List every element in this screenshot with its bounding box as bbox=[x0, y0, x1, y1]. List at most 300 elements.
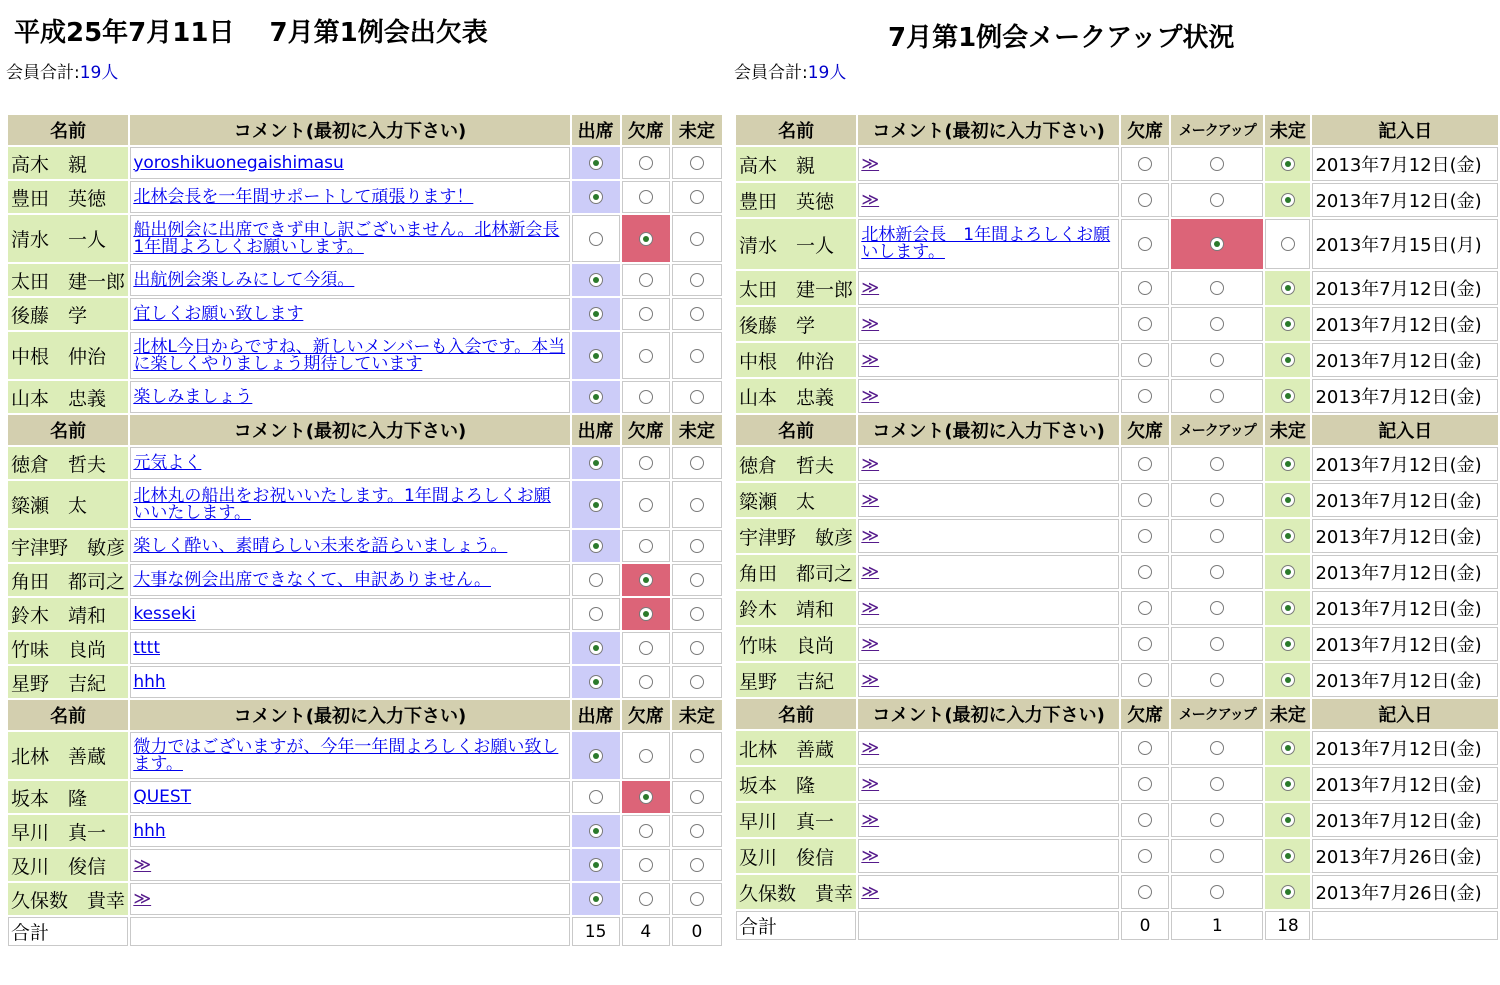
undecided-cell bbox=[1265, 379, 1310, 413]
table-row bbox=[736, 839, 1498, 873]
member-name: 豊田 英徳 bbox=[8, 181, 128, 213]
header-absent: 欠席 bbox=[622, 415, 670, 445]
attend-radio[interactable] bbox=[589, 675, 603, 689]
table-row bbox=[8, 732, 722, 779]
absent-radio[interactable] bbox=[1138, 813, 1152, 827]
comment-link[interactable]: 出航例会楽しみにして今須。 bbox=[133, 269, 355, 290]
table-row bbox=[736, 379, 1498, 413]
attend-radio[interactable] bbox=[589, 790, 603, 804]
absent-radio[interactable] bbox=[639, 456, 653, 470]
table-row bbox=[8, 215, 722, 262]
comment-link[interactable]: tttt bbox=[133, 637, 160, 658]
absent-radio[interactable] bbox=[639, 539, 653, 553]
comment-cell bbox=[130, 849, 569, 881]
absent-cell bbox=[1121, 183, 1169, 217]
comment-link[interactable]: 北林L今日からですね、新しいメンバーも入会です。本当に楽しくやりましょう期待しています bbox=[133, 336, 566, 374]
absent-cell bbox=[622, 632, 670, 664]
absent-radio[interactable] bbox=[1138, 281, 1152, 295]
header-absent: 欠席 bbox=[1121, 415, 1169, 445]
absent-radio[interactable] bbox=[639, 349, 653, 363]
comment-cell bbox=[130, 781, 569, 813]
member-name: 太田 建一郎 bbox=[8, 264, 128, 296]
absent-radio[interactable] bbox=[1138, 529, 1152, 543]
makeup-radio[interactable] bbox=[1210, 885, 1224, 899]
undecided-cell bbox=[672, 781, 722, 813]
comment-link[interactable]: QUEST bbox=[133, 786, 192, 807]
undecided-cell bbox=[1265, 447, 1310, 481]
absent-radio[interactable] bbox=[1138, 601, 1152, 615]
comment-link[interactable]: 微力ではございますが、今年一年間よろしくお願い致します。 bbox=[133, 736, 559, 774]
absent-cell bbox=[1121, 627, 1169, 661]
right-page-title: 7月第1例会メークアップ状況 bbox=[888, 23, 1235, 53]
header-undecided: 未定 bbox=[1265, 415, 1310, 445]
undecided-radio[interactable] bbox=[690, 892, 704, 906]
undecided-radio[interactable] bbox=[1281, 529, 1295, 543]
attend-radio[interactable] bbox=[589, 273, 603, 287]
table-row bbox=[736, 663, 1498, 697]
header-comment: コメント(最初に入力下さい) bbox=[130, 115, 569, 145]
header-row bbox=[8, 415, 722, 445]
makeup-radio[interactable] bbox=[1210, 493, 1224, 507]
comment-cell bbox=[130, 598, 569, 630]
absent-radio[interactable] bbox=[1138, 849, 1152, 863]
total-date bbox=[1312, 911, 1498, 940]
totals-label: 合計 bbox=[736, 911, 856, 940]
header-name: 名前 bbox=[8, 700, 128, 730]
comment-link[interactable]: ≫ bbox=[861, 277, 880, 298]
attend-radio[interactable] bbox=[589, 307, 603, 321]
entry-date: 2013年7月15日(月) bbox=[1312, 219, 1498, 269]
table-row bbox=[736, 875, 1498, 909]
makeup-cell bbox=[1171, 219, 1263, 269]
attend-radio[interactable] bbox=[589, 232, 603, 246]
attend-radio[interactable] bbox=[589, 156, 603, 170]
absent-radio[interactable] bbox=[1138, 673, 1152, 687]
attend-radio[interactable] bbox=[589, 539, 603, 553]
comment-cell bbox=[130, 666, 569, 698]
undecided-radio[interactable] bbox=[690, 675, 704, 689]
attend-radio[interactable] bbox=[589, 607, 603, 621]
undecided-radio[interactable] bbox=[1281, 637, 1295, 651]
attend-cell bbox=[572, 147, 620, 179]
table-row bbox=[8, 781, 722, 813]
left-member-total-label: 会員合計: bbox=[6, 63, 80, 83]
absent-radio[interactable] bbox=[1138, 317, 1152, 331]
table-row bbox=[736, 591, 1498, 625]
member-name: 簗瀬 太 bbox=[736, 483, 856, 517]
absent-radio[interactable] bbox=[1138, 493, 1152, 507]
undecided-cell bbox=[1265, 731, 1310, 765]
absent-cell bbox=[1121, 803, 1169, 837]
absent-radio[interactable] bbox=[639, 232, 653, 246]
member-name: 竹味 良尚 bbox=[8, 632, 128, 664]
comment-cell bbox=[858, 519, 1119, 553]
absent-cell bbox=[1121, 307, 1169, 341]
entry-date: 2013年7月12日(金) bbox=[1312, 519, 1498, 553]
comment-link[interactable]: 元気よく bbox=[133, 452, 202, 473]
comment-link[interactable]: ≫ bbox=[133, 888, 152, 909]
absent-cell bbox=[622, 781, 670, 813]
makeup-radio[interactable] bbox=[1210, 813, 1224, 827]
attend-cell bbox=[572, 666, 620, 698]
comment-link[interactable]: 北林丸の船出をお祝いいたします。1年間よろしくお願いいたします。 bbox=[133, 485, 551, 523]
table-row bbox=[8, 598, 722, 630]
member-name: 久保数 貴幸 bbox=[8, 883, 128, 915]
undecided-cell bbox=[672, 332, 722, 379]
comment-cell bbox=[858, 183, 1119, 217]
absent-radio[interactable] bbox=[1138, 193, 1152, 207]
member-name: 豊田 英徳 bbox=[736, 183, 856, 217]
makeup-cell bbox=[1171, 271, 1263, 305]
makeup-radio[interactable] bbox=[1210, 157, 1224, 171]
undecided-radio[interactable] bbox=[1281, 673, 1295, 687]
undecided-cell bbox=[1265, 271, 1310, 305]
attend-cell bbox=[572, 564, 620, 596]
attend-cell bbox=[572, 781, 620, 813]
undecided-cell bbox=[672, 732, 722, 779]
undecided-radio[interactable] bbox=[690, 232, 704, 246]
header-name: 名前 bbox=[736, 699, 856, 729]
comment-link[interactable]: 楽しみましょう bbox=[133, 386, 253, 407]
attend-radio[interactable] bbox=[589, 824, 603, 838]
undecided-cell bbox=[1265, 663, 1310, 697]
comment-link[interactable]: 船出例会に出席できず申し訳ございません。北林新会長1年間よろしくお願いします。 bbox=[133, 219, 560, 257]
undecided-cell bbox=[1265, 307, 1310, 341]
total-absent: 4 bbox=[622, 917, 670, 946]
absent-radio[interactable] bbox=[639, 641, 653, 655]
comment-link[interactable]: yoroshikuonegaishimasu bbox=[133, 152, 344, 173]
makeup-radio[interactable] bbox=[1210, 637, 1224, 651]
comment-link[interactable]: ≫ bbox=[861, 633, 880, 654]
absent-radio[interactable] bbox=[639, 156, 653, 170]
undecided-radio[interactable] bbox=[1281, 281, 1295, 295]
comment-link[interactable]: ≫ bbox=[861, 453, 880, 474]
undecided-radio[interactable] bbox=[690, 573, 704, 587]
right-member-total-value: 19人 bbox=[807, 63, 847, 83]
member-name: 竹味 良尚 bbox=[736, 627, 856, 661]
attend-radio[interactable] bbox=[589, 349, 603, 363]
comment-link[interactable]: ≫ bbox=[861, 349, 880, 370]
comment-link[interactable]: ≫ bbox=[861, 773, 880, 794]
absent-radio[interactable] bbox=[639, 858, 653, 872]
makeup-radio[interactable] bbox=[1210, 281, 1224, 295]
undecided-radio[interactable] bbox=[690, 749, 704, 763]
undecided-radio[interactable] bbox=[1281, 457, 1295, 471]
absent-cell bbox=[1121, 731, 1169, 765]
absent-radio[interactable] bbox=[1138, 389, 1152, 403]
makeup-radio[interactable] bbox=[1210, 389, 1224, 403]
makeup-radio[interactable] bbox=[1210, 565, 1224, 579]
attend-radio[interactable] bbox=[589, 190, 603, 204]
attend-radio[interactable] bbox=[589, 749, 603, 763]
makeup-radio[interactable] bbox=[1210, 777, 1224, 791]
comment-link[interactable]: ≫ bbox=[861, 489, 880, 510]
undecided-radio[interactable] bbox=[1281, 317, 1295, 331]
comment-link[interactable]: ≫ bbox=[861, 669, 880, 690]
member-name: 角田 都司之 bbox=[736, 555, 856, 589]
makeup-radio[interactable] bbox=[1210, 673, 1224, 687]
makeup-cell bbox=[1171, 663, 1263, 697]
comment-link[interactable]: ≫ bbox=[133, 854, 152, 875]
table-row bbox=[8, 481, 722, 528]
absent-radio[interactable] bbox=[639, 607, 653, 621]
header-name: 名前 bbox=[736, 415, 856, 445]
absent-radio[interactable] bbox=[1138, 741, 1152, 755]
undecided-radio[interactable] bbox=[1281, 565, 1295, 579]
makeup-cell bbox=[1171, 447, 1263, 481]
entry-date: 2013年7月12日(金) bbox=[1312, 271, 1498, 305]
absent-radio[interactable] bbox=[639, 892, 653, 906]
comment-link[interactable]: 北林新会長 1年間よろしくお願いします。 bbox=[861, 225, 1111, 262]
entry-date: 2013年7月12日(金) bbox=[1312, 627, 1498, 661]
absent-radio[interactable] bbox=[1138, 237, 1152, 251]
undecided-radio[interactable] bbox=[1281, 777, 1295, 791]
absent-radio[interactable] bbox=[639, 749, 653, 763]
member-name: 及川 俊信 bbox=[8, 849, 128, 881]
undecided-radio[interactable] bbox=[1281, 193, 1295, 207]
table-row bbox=[8, 815, 722, 847]
undecided-cell bbox=[672, 564, 722, 596]
absent-cell bbox=[622, 381, 670, 413]
makeup-radio[interactable] bbox=[1210, 601, 1224, 615]
comment-link[interactable]: ≫ bbox=[861, 809, 880, 830]
attend-radio[interactable] bbox=[589, 456, 603, 470]
comment-cell bbox=[130, 481, 569, 528]
makeup-radio[interactable] bbox=[1210, 457, 1224, 471]
attend-radio[interactable] bbox=[589, 390, 603, 404]
absent-radio[interactable] bbox=[1138, 353, 1152, 367]
comment-link[interactable]: kesseki bbox=[133, 603, 196, 624]
table-row bbox=[8, 530, 722, 562]
header-date: 記入日 bbox=[1312, 415, 1498, 445]
attend-cell bbox=[572, 298, 620, 330]
member-name: 後藤 学 bbox=[8, 298, 128, 330]
member-name: 星野 吉紀 bbox=[8, 666, 128, 698]
comment-link[interactable]: ≫ bbox=[861, 153, 880, 174]
makeup-radio[interactable] bbox=[1210, 849, 1224, 863]
attend-radio[interactable] bbox=[589, 641, 603, 655]
undecided-cell bbox=[1265, 519, 1310, 553]
header-makeup: メークアップ bbox=[1171, 415, 1263, 445]
entry-date: 2013年7月12日(金) bbox=[1312, 343, 1498, 377]
absent-radio[interactable] bbox=[639, 390, 653, 404]
absent-radio[interactable] bbox=[1138, 777, 1152, 791]
comment-link[interactable]: ≫ bbox=[861, 525, 880, 546]
undecided-radio[interactable] bbox=[690, 156, 704, 170]
makeup-cell bbox=[1171, 483, 1263, 517]
undecided-radio[interactable] bbox=[1281, 237, 1295, 251]
member-name: 宇津野 敏彦 bbox=[736, 519, 856, 553]
member-name: 北林 善蔵 bbox=[736, 731, 856, 765]
member-name: 及川 俊信 bbox=[736, 839, 856, 873]
undecided-radio[interactable] bbox=[690, 349, 704, 363]
undecided-cell bbox=[672, 147, 722, 179]
undecided-radio[interactable] bbox=[1281, 741, 1295, 755]
absent-radio[interactable] bbox=[1138, 565, 1152, 579]
table-row bbox=[736, 767, 1498, 801]
header-comment: コメント(最初に入力下さい) bbox=[130, 415, 569, 445]
absent-cell bbox=[1121, 147, 1169, 181]
undecided-radio[interactable] bbox=[1281, 885, 1295, 899]
header-undecided: 未定 bbox=[1265, 699, 1310, 729]
comment-link[interactable]: 楽しく酔い、素晴らしい未来を語らいましょう。 bbox=[133, 535, 508, 556]
makeup-cell bbox=[1171, 307, 1263, 341]
makeup-radio[interactable] bbox=[1210, 353, 1224, 367]
absent-radio[interactable] bbox=[639, 273, 653, 287]
undecided-radio[interactable] bbox=[690, 307, 704, 321]
comment-cell bbox=[130, 381, 569, 413]
header-absent: 欠席 bbox=[622, 700, 670, 730]
undecided-radio[interactable] bbox=[690, 273, 704, 287]
header-undecided: 未定 bbox=[672, 415, 722, 445]
undecided-radio[interactable] bbox=[690, 456, 704, 470]
makeup-radio[interactable] bbox=[1210, 317, 1224, 331]
right-member-total-label: 会員合計: bbox=[734, 63, 808, 83]
comment-link[interactable]: ≫ bbox=[861, 385, 880, 406]
makeup-table bbox=[734, 113, 1500, 942]
undecided-cell bbox=[1265, 591, 1310, 625]
attend-cell bbox=[572, 598, 620, 630]
absent-radio[interactable] bbox=[639, 824, 653, 838]
table-row bbox=[736, 183, 1498, 217]
makeup-cell bbox=[1171, 555, 1263, 589]
undecided-radio[interactable] bbox=[690, 858, 704, 872]
undecided-cell bbox=[1265, 219, 1310, 269]
member-name: 星野 吉紀 bbox=[736, 663, 856, 697]
absent-radio[interactable] bbox=[1138, 637, 1152, 651]
absent-cell bbox=[1121, 663, 1169, 697]
attend-cell bbox=[572, 181, 620, 213]
attend-radio[interactable] bbox=[589, 858, 603, 872]
comment-cell bbox=[858, 803, 1119, 837]
comment-cell bbox=[130, 530, 569, 562]
undecided-radio[interactable] bbox=[1281, 601, 1295, 615]
makeup-radio[interactable] bbox=[1210, 193, 1224, 207]
absent-radio[interactable] bbox=[639, 675, 653, 689]
undecided-radio[interactable] bbox=[690, 539, 704, 553]
comment-link[interactable]: ≫ bbox=[861, 561, 880, 582]
absent-radio[interactable] bbox=[639, 790, 653, 804]
absent-cell bbox=[1121, 343, 1169, 377]
member-name: 早川 真一 bbox=[736, 803, 856, 837]
total-makeup: 1 bbox=[1171, 911, 1263, 940]
undecided-radio[interactable] bbox=[1281, 493, 1295, 507]
makeup-cell bbox=[1171, 627, 1263, 661]
makeup-radio[interactable] bbox=[1210, 237, 1224, 251]
comment-cell bbox=[858, 147, 1119, 181]
absent-radio[interactable] bbox=[1138, 885, 1152, 899]
comment-link[interactable]: ≫ bbox=[861, 189, 880, 210]
table-row bbox=[736, 447, 1498, 481]
comment-cell bbox=[858, 591, 1119, 625]
undecided-cell bbox=[672, 598, 722, 630]
undecided-radio[interactable] bbox=[690, 607, 704, 621]
comment-link[interactable]: hhh bbox=[133, 820, 166, 841]
makeup-cell bbox=[1171, 519, 1263, 553]
undecided-radio[interactable] bbox=[690, 390, 704, 404]
undecided-radio[interactable] bbox=[1281, 849, 1295, 863]
undecided-cell bbox=[1265, 147, 1310, 181]
undecided-radio[interactable] bbox=[690, 641, 704, 655]
header-makeup: メークアップ bbox=[1171, 699, 1263, 729]
header-attend: 出席 bbox=[572, 700, 620, 730]
attend-cell bbox=[572, 381, 620, 413]
member-name: 鈴木 靖和 bbox=[736, 591, 856, 625]
attend-radio[interactable] bbox=[589, 498, 603, 512]
table-row bbox=[8, 181, 722, 213]
table-row bbox=[8, 147, 722, 179]
absent-cell bbox=[622, 181, 670, 213]
member-name: 徳倉 哲夫 bbox=[736, 447, 856, 481]
absent-cell bbox=[622, 815, 670, 847]
comment-link[interactable]: ≫ bbox=[861, 845, 880, 866]
undecided-radio[interactable] bbox=[1281, 353, 1295, 367]
attend-radio[interactable] bbox=[589, 892, 603, 906]
comment-link[interactable]: ≫ bbox=[861, 597, 880, 618]
undecided-radio[interactable] bbox=[690, 790, 704, 804]
undecided-cell bbox=[672, 530, 722, 562]
comment-link[interactable]: hhh bbox=[133, 671, 166, 692]
absent-cell bbox=[1121, 555, 1169, 589]
undecided-radio[interactable] bbox=[690, 498, 704, 512]
absent-cell bbox=[1121, 483, 1169, 517]
undecided-cell bbox=[1265, 183, 1310, 217]
makeup-radio[interactable] bbox=[1210, 741, 1224, 755]
attend-radio[interactable] bbox=[589, 573, 603, 587]
comment-link[interactable]: 北林会長を一年間サポートして頑張ります！ bbox=[133, 186, 474, 207]
comment-link[interactable]: ≫ bbox=[861, 313, 880, 334]
comment-link[interactable]: 宜しくお願い致します bbox=[133, 303, 304, 324]
member-name: 山本 忠義 bbox=[8, 381, 128, 413]
undecided-radio[interactable] bbox=[1281, 389, 1295, 403]
comment-link[interactable]: 大事な例会出席できなくて、申訳ありません。 bbox=[133, 569, 492, 590]
absent-cell bbox=[622, 264, 670, 296]
comment-link[interactable]: ≫ bbox=[861, 881, 880, 902]
absent-cell bbox=[622, 332, 670, 379]
undecided-radio[interactable] bbox=[1281, 157, 1295, 171]
entry-date: 2013年7月12日(金) bbox=[1312, 663, 1498, 697]
undecided-cell bbox=[672, 883, 722, 915]
undecided-radio[interactable] bbox=[1281, 813, 1295, 827]
absent-radio[interactable] bbox=[639, 498, 653, 512]
absent-radio[interactable] bbox=[1138, 457, 1152, 471]
makeup-cell bbox=[1171, 591, 1263, 625]
undecided-radio[interactable] bbox=[690, 190, 704, 204]
absent-radio[interactable] bbox=[1138, 157, 1152, 171]
absent-radio[interactable] bbox=[639, 307, 653, 321]
table-row bbox=[8, 666, 722, 698]
entry-date: 2013年7月12日(金) bbox=[1312, 147, 1498, 181]
undecided-radio[interactable] bbox=[690, 824, 704, 838]
header-name: 名前 bbox=[8, 115, 128, 145]
attend-cell bbox=[572, 447, 620, 479]
header-row bbox=[8, 700, 722, 730]
left-member-total-value: 19人 bbox=[79, 63, 119, 83]
member-name: 角田 都司之 bbox=[8, 564, 128, 596]
table-row bbox=[8, 447, 722, 479]
totals-label: 合計 bbox=[8, 917, 128, 946]
comment-cell bbox=[858, 627, 1119, 661]
absent-radio[interactable] bbox=[639, 573, 653, 587]
makeup-radio[interactable] bbox=[1210, 529, 1224, 543]
comment-link[interactable]: ≫ bbox=[861, 737, 880, 758]
absent-cell bbox=[622, 298, 670, 330]
comment-cell bbox=[130, 298, 569, 330]
attend-cell bbox=[572, 264, 620, 296]
absent-radio[interactable] bbox=[639, 190, 653, 204]
entry-date: 2013年7月12日(金) bbox=[1312, 483, 1498, 517]
total-undecided: 18 bbox=[1265, 911, 1310, 940]
